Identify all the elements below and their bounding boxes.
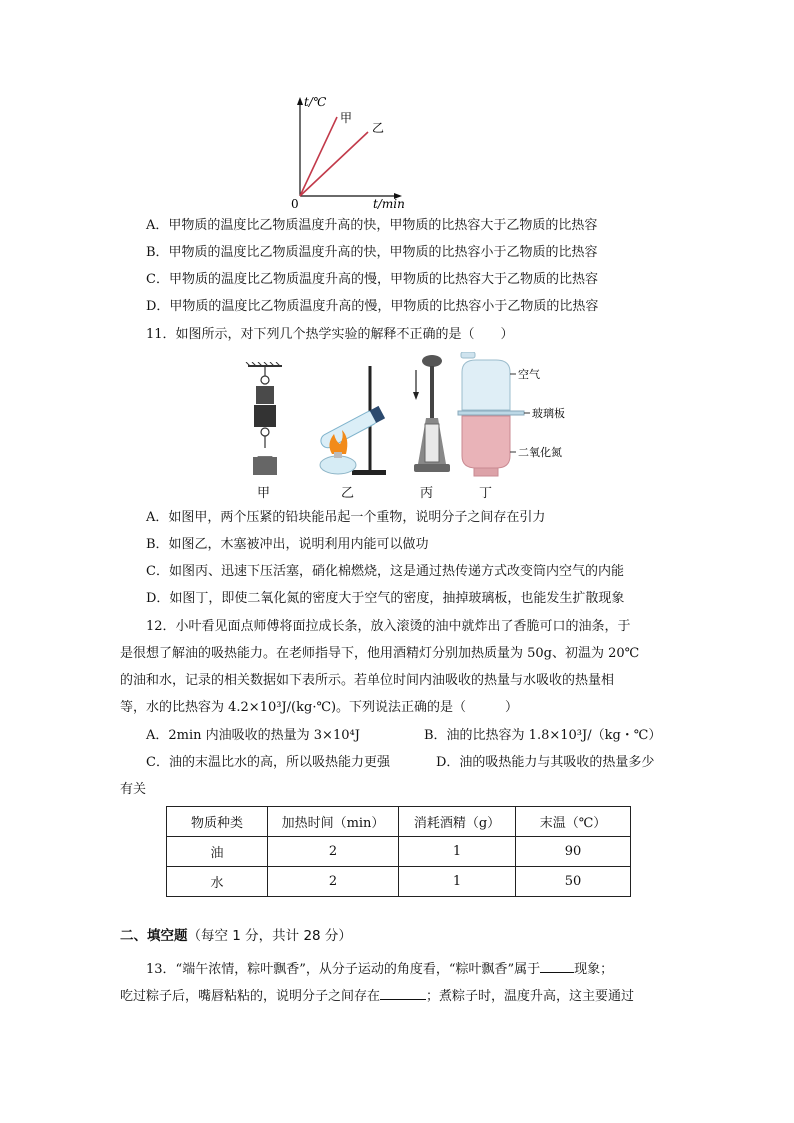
q13-line-1-text: 13．“端午浓情，粽叶飘香”，从分子运动的角度看，“粽叶飘香”属于 bbox=[146, 962, 541, 977]
q12-option-b: B．油的比热容为 1.8×10³J/（kg・℃） bbox=[424, 728, 662, 743]
q10-option-c: C．甲物质的温度比乙物质温度升高的慢，甲物质的比热容大于乙物质的比热容 bbox=[146, 272, 598, 287]
caption-yi: 乙 bbox=[341, 486, 355, 501]
q12-option-d-cont: 有关 bbox=[120, 782, 147, 797]
table-cell: 50 bbox=[516, 867, 631, 897]
y-axis-arrow bbox=[297, 97, 303, 105]
caption-jia: 甲 bbox=[257, 486, 271, 501]
weight bbox=[253, 457, 277, 475]
q12-option-a: A．2min 内油吸收的热量为 3×10⁴J bbox=[146, 728, 360, 743]
caption-bing: 丙 bbox=[420, 486, 434, 501]
q12-option-d: D．油的吸热能力与其吸收的热量多少 bbox=[436, 755, 655, 770]
label-no2: 二氧化氮 bbox=[518, 446, 562, 459]
table-cell: 2 bbox=[268, 867, 399, 897]
q10-option-a: A．甲物质的温度比乙物质温度升高的快，甲物质的比热容大于乙物质的比热容 bbox=[146, 218, 598, 233]
q11-option-b: B．如图乙，木塞被冲出，说明利用内能可以做功 bbox=[146, 537, 429, 552]
table-header-row bbox=[167, 807, 631, 837]
lead-block-bottom bbox=[254, 405, 276, 427]
table-header: 物质种类 bbox=[167, 807, 268, 837]
figure-ding-diffusion bbox=[456, 352, 576, 480]
figure-yi-test-tube bbox=[310, 362, 392, 480]
origin-label: 0 bbox=[291, 197, 299, 210]
table-cell: 油 bbox=[167, 837, 268, 867]
top-bottle-air bbox=[462, 360, 510, 410]
line-yi bbox=[300, 132, 368, 196]
q13-line-2 bbox=[120, 985, 634, 1007]
q12-stem-line-1: 12．小叶看见面点师傅将面拉成长条，放入滚烫的油中就炸出了香脆可口的油条，于 bbox=[146, 619, 631, 634]
answer-blank-2[interactable] bbox=[380, 985, 426, 1000]
table-cell: 水 bbox=[167, 867, 268, 897]
q11-option-d: D．如图丁，即使二氧化氮的密度大于空气的密度，抽掉玻璃板，也能发生扩散现象 bbox=[146, 591, 625, 606]
q13-line-2-text: 吃过粽子后，嘴唇粘粘的，说明分子之间存在 bbox=[120, 989, 381, 1004]
q11-option-c: C．如图丙、迅速下压活塞，硝化棉燃烧，这是通过热传递方式改变筒内空气的内能 bbox=[146, 564, 624, 579]
q11-stem: 11．如图所示，对下列几个热学实验的解释不正确的是（ ） bbox=[146, 327, 514, 342]
lead-block-top bbox=[256, 386, 274, 404]
x-axis-label: t/min bbox=[373, 197, 405, 210]
table-header: 加热时间（min） bbox=[268, 807, 399, 837]
table-row bbox=[167, 837, 631, 867]
section-note: （每空 1 分，共计 28 分） bbox=[187, 928, 352, 944]
q12-stem-line-4: 等，水的比热容为 4.2×10³J/(kg·℃)。下列说法正确的是（ ） bbox=[120, 700, 519, 715]
q10-option-b: B．甲物质的温度比乙物质温度升高的快，甲物质的比热容小于乙物质的比热容 bbox=[146, 245, 598, 260]
piston-handle bbox=[422, 355, 442, 367]
q12-option-c: C．油的末温比水的高，所以吸热能力更强 bbox=[146, 755, 390, 770]
label-air: 空气 bbox=[518, 368, 540, 381]
q13-line-1-tail: 现象； bbox=[574, 962, 614, 977]
table-cell: 1 bbox=[399, 867, 516, 897]
q12-stem-line-2: 是很想了解油的吸热能力。在老师指导下，他用酒精灯分别加热质量为 50g、初温为 20℃ bbox=[120, 646, 640, 661]
table-cell: 1 bbox=[399, 837, 516, 867]
table-header: 末温（℃） bbox=[516, 807, 631, 837]
figure-jia-lead-blocks bbox=[240, 362, 290, 480]
glass-plate bbox=[458, 411, 524, 415]
section-title: 二、填空题 bbox=[120, 928, 188, 944]
alcohol-lamp bbox=[320, 456, 356, 474]
q13-line-1 bbox=[146, 958, 613, 980]
y-axis-label: t/℃ bbox=[304, 95, 327, 109]
data-table bbox=[166, 806, 631, 897]
q13-line-2-tail: ；煮粽子时，温度升高，这主要通过 bbox=[426, 989, 635, 1004]
q12-stem-line-3: 的油和水，记录的相关数据如下表所示。若单位时间内油吸收的热量与水吸收的热量相 bbox=[120, 673, 615, 688]
table-row bbox=[167, 867, 631, 897]
label-glass-plate: 玻璃板 bbox=[532, 407, 565, 420]
figure-bing-piston bbox=[402, 352, 452, 480]
section-heading bbox=[120, 926, 352, 947]
table-cell: 90 bbox=[516, 837, 631, 867]
caption-ding: 丁 bbox=[479, 486, 493, 501]
line-jia-label: 甲 bbox=[340, 111, 353, 125]
line-jia bbox=[300, 117, 337, 196]
temperature-time-graph bbox=[280, 92, 420, 210]
table-cell: 2 bbox=[268, 837, 399, 867]
bottom-bottle-no2 bbox=[462, 416, 510, 468]
q11-option-a: A．如图甲，两个压紧的铅块能吊起一个重物，说明分子之间存在引力 bbox=[146, 510, 546, 525]
line-yi-label: 乙 bbox=[372, 121, 385, 135]
table-header: 消耗酒精（g） bbox=[399, 807, 516, 837]
q10-option-d: D．甲物质的温度比乙物质温度升高的慢，甲物质的比热容小于乙物质的比热容 bbox=[146, 299, 599, 314]
answer-blank-1[interactable] bbox=[540, 958, 574, 973]
